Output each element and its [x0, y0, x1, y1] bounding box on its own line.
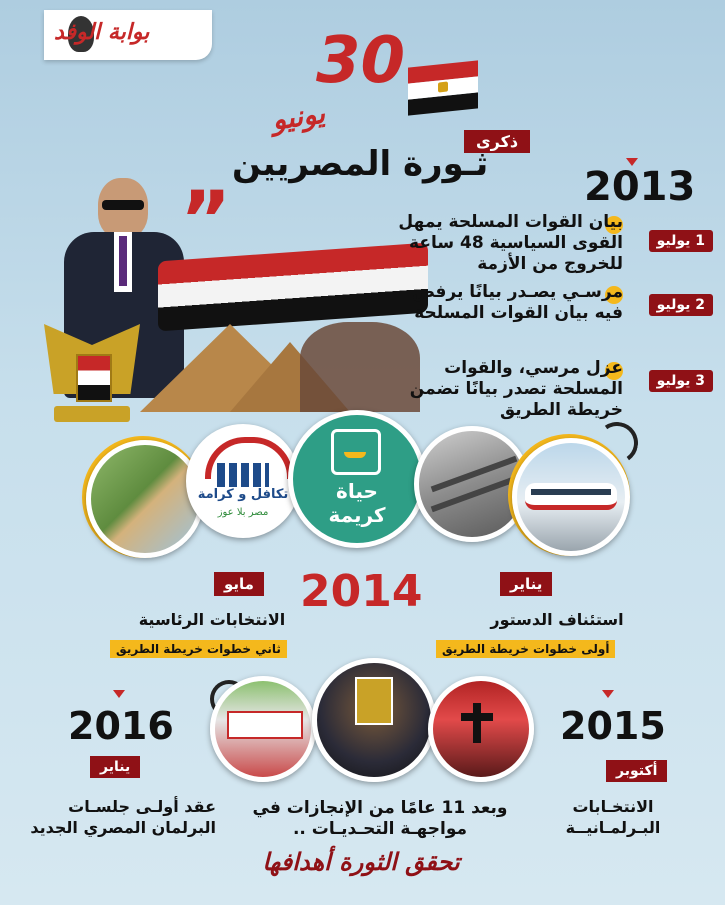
month-badge-january-2014: يناير [500, 572, 552, 596]
eagle-emblem-icon [44, 314, 140, 436]
haya-karima-logo-icon [331, 429, 381, 475]
date-badge: 1 يوليو [649, 230, 713, 252]
event-text: مرسـي يصـدر بيانًا يرفض فيه بيان القوات المسلحة [412, 282, 623, 323]
month-badge-october-2015: أكتوبر [606, 760, 667, 782]
marker-icon [602, 690, 614, 698]
takaful-subtitle: مصر بلا عوز [217, 507, 269, 518]
logo-text: بوابة الوفد [54, 20, 150, 45]
haya-karima-line1: حياة [336, 479, 378, 503]
month-badge-january-2016: يناير [90, 756, 140, 778]
month-june: يونيو [269, 96, 328, 137]
title-constitution: استئناف الدستور [490, 610, 624, 629]
logo [44, 10, 212, 60]
event-2016-text: عقد أولـى جلسـات البرلمان المصري الجديد [30, 797, 216, 837]
haya-karima-line2: كريمة [328, 503, 386, 527]
circle-takaful [186, 424, 300, 538]
event-text: عزل مرسي، والقوات المسلحة تصدر بيانًا تضمن خريطة الطريق [409, 358, 623, 420]
circle-protest-2 [312, 658, 436, 782]
circle-farmland [86, 440, 204, 558]
closing-text: وبعد 11 عامًا من الإنجازات في مواجهـة التحـديـات .. [252, 798, 508, 839]
event-2015-text: الانتخـابات البـرلمـانيــة [565, 797, 661, 837]
year-2015: 2015 [560, 704, 666, 748]
takaful-title: تكافل و كرامة [197, 487, 289, 502]
closing-slogan: تحقق الثورة أهدافها [262, 848, 460, 876]
year-2014: 2014 [300, 566, 423, 617]
date-badge: 2 يوليو [649, 294, 713, 316]
tag-second-step: ثاني خطوات خريطة الطريق [110, 640, 287, 658]
month-badge-may-2014: مايو [214, 572, 264, 596]
tag-first-step: أولى خطوات خريطة الطريق [436, 640, 615, 658]
circle-protest-3 [428, 676, 534, 782]
year-2016: 2016 [68, 704, 174, 748]
quote-icon: ” [180, 176, 232, 266]
number-30: 30 [316, 24, 406, 98]
label-anniversary: ذكرى [464, 130, 530, 153]
date-badge: 3 يوليو [649, 370, 713, 392]
egypt-flag-icon [408, 60, 478, 115]
event-text: بيان القوات المسلحة يمهل القوى السياسية 48 ساعة للخروج من الأزمة [398, 212, 623, 274]
circle-haya-karima [288, 410, 426, 548]
pyramids-scene [140, 252, 430, 412]
circle-protest-1 [210, 676, 316, 782]
year-2013: 2013 [584, 164, 696, 210]
marker-icon [113, 690, 125, 698]
title-presidential-elections: الانتخابات الرئاسية [138, 610, 286, 629]
page-title: ثـورة المصريين [232, 144, 489, 184]
